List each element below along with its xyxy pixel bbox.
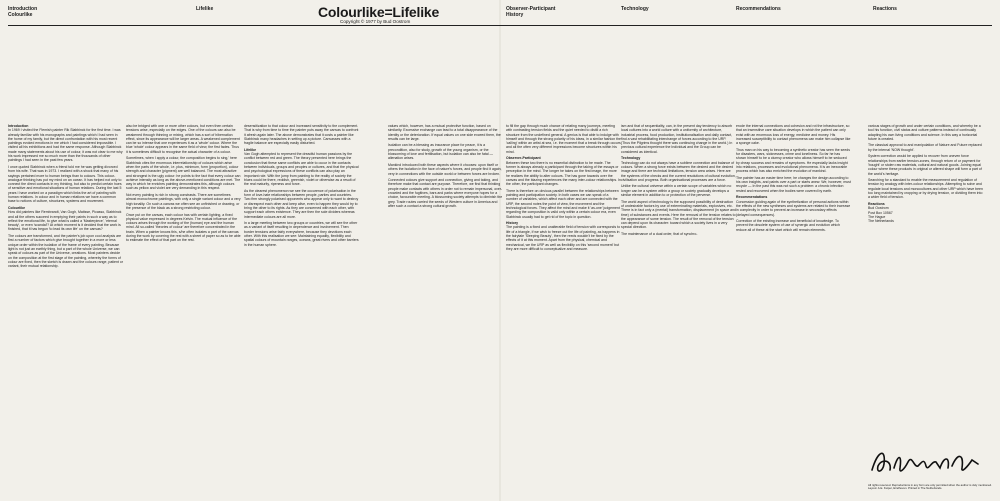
section-heading: Introduction — [8, 124, 29, 128]
text-column-4 — [388, 124, 503, 496]
paragraph-text: The maintenance of a dual order, that of synchro- — [621, 232, 698, 237]
paragraph-text: System correction would be applied to recover from uneven force relationships from earlier tension-zones, through return of or payment for 'bought' or stolen raw materials, cultural and natural goods. Joining equal colour where these products in original or altered shape will form a part of the world's heritage. — [868, 154, 982, 176]
heading-recommendations: Recommendations — [736, 6, 781, 12]
paragraph — [388, 163, 503, 176]
paragraph-text: various stages of growth and under certain conditions, and whereby be a tool his function, civil status and culture patterns instead of continually adapting his own living conditions and science. In this way a horizontal future is created. — [868, 124, 981, 141]
heading-observer-participant — [506, 6, 555, 18]
text-column-8 — [868, 124, 983, 434]
paragraph — [506, 189, 621, 219]
text-column-5 — [506, 124, 621, 496]
paragraph-text: In a large meeting between two groups or countries, we will see the other as a variant of itself resulting in dependence and involvement. Then border tensions arise fairly everywhere, because they devotions each other. With this realisation we see: Maintaining equality, flexibility and spatial colours of mountain ranges, oceans, great rivers and other barriers in the human sphere. — [244, 221, 359, 247]
text-column-7 — [736, 124, 851, 496]
text-column-3 — [244, 124, 359, 496]
paragraph-text: values which, however, has a mutual protective function, based on similarity. Excessive exchange can lead to a total disappearance of the identity or the deterioration. If equal values on one side exceed them, the results can be large. — [388, 124, 501, 141]
paragraph-text: to fill the gap through much chance of relating many journeys, meeting with contrasting tension fields and the quiet needed to distill a rich structure from the undefined general. A genius is that able to indulge with himself and through the strong polarity of his ideas, in a similar fashion the 'calling' within an artist at sea, i.e. the moment that a break through occurs and all the often very different impressions become structures within his mind. — [506, 124, 621, 154]
paragraph — [506, 124, 621, 154]
paragraph-text: Unlike the cultural universe within a certain scope of variables which no longer can be a system within a group or society gradually develops a similar element in addition to or protection of the perverse. — [621, 184, 732, 198]
paragraph — [621, 156, 736, 182]
paragraph-text: The classical approval to and manipulation of Nature and Future replaced by the internal 'NOW thought'. — [868, 143, 982, 152]
paragraph — [244, 148, 359, 187]
paragraph — [868, 143, 983, 152]
copyright-line: Copyright © 1977 by Bud Oostrom — [340, 19, 411, 24]
paragraph — [8, 124, 123, 163]
text-column-6 — [621, 124, 736, 496]
paragraph-text: Between these two there is no essential distinction to be made. The former is always already a participant through the taking of the essays or perception in the mind. The longer he takes on the first image, the more he realizes the ability to alter colours. The has gone towards over the canvas and the blazing experiences the many inter-colour relationships. In the other, the participant changes. — [506, 160, 621, 187]
heading-introduction-label: Introduction — [8, 6, 38, 12]
paragraph — [388, 143, 503, 160]
paragraph — [244, 124, 359, 145]
paragraph — [506, 156, 621, 186]
paragraph — [388, 178, 503, 208]
paragraph-text: I once quoted Slabbinck when a friend told me he was getting divorced from his wife. That was in 1973. I realized with a shock that many of his sayings pertained more to human beings than to colours. This colour-analogue thinking has put my mind on an ocean. It has helped not only to connect the direct contacts in my thinking, but also to predict certain hues of sensitive and emotional situations of human relations. During the last 5 years I have worked on a paradigm which links the art of painting with human relations. In colour and in human relations we have a common base to notions of culture, structures, systems and movement. — [8, 164, 122, 204]
header-rule — [8, 25, 992, 26]
section-heading: Reactions — [868, 201, 885, 206]
signature-icon — [868, 440, 986, 480]
paragraph-text: Thus man on his way to becoming a synthetic creator has seen the seeds for disasters, wars, sicknesses, crime and loneliness. So far he has shown himself to be a clumsy creator who allows himself to be seduced by cheap success and remains of symptoms. He especially lacks insight into relations, processes and evolutional phenomena. It is an inexorable process which has also enriched the evolution of mankind. — [736, 147, 851, 174]
paragraph — [244, 189, 359, 219]
footnote: All rights reserved. Reproductions in any form are only permitted when the author is duly mentioned. Layout: A.E. Kuiper, Eindhoven. Printed in The Netherlands. — [868, 483, 992, 491]
heading-technology: Technology — [621, 6, 649, 12]
paragraph — [8, 234, 123, 268]
paragraph — [126, 156, 241, 190]
paragraph-text: Not every painting is rich in strong constrasts. There are sometimes almost monochrome paintings, with only a single variant colour and a very high tonality. On such a canvas we often see an unfinished or drawing, or the presence of the black as a strong restricting colour. — [126, 193, 241, 210]
paragraph — [736, 124, 851, 145]
paragraph — [244, 221, 359, 247]
heading-lifelike: Lifelike — [196, 6, 214, 12]
paragraph-text: Once put on the canvas, each colour has with certain lighting, a fixed physical value expressed in degrees Kelvin. The mutual influence of the colours arises through the working of the (human) eye and the human mind. All so-called 'theories of colour' are therefore concentrated in the brain. When a painter knows this, s/he often isolates a part of the canvas during the work by covering the rest with a sheet of paper so as to be able to estimate the effect of that part on the rest. — [126, 212, 241, 243]
paragraph — [126, 213, 241, 243]
heading-history-label: History — [506, 12, 524, 18]
paragraph-text: Concession guiding again of the synthetization of personal actions within the effects of the new syntheses and systems are related to their increase in complexity in order to prevent an increase in secondary effects (delayed consequences). — [736, 199, 851, 217]
section-heading: History — [506, 221, 519, 226]
paragraph — [868, 124, 983, 141]
heading-observer-label: Observer-Participant — [506, 6, 556, 12]
section-heading: Recommendations — [736, 195, 768, 200]
paragraph — [736, 219, 851, 232]
paragraph — [621, 184, 736, 197]
paragraph — [736, 176, 851, 193]
section-heading: Lifelike — [244, 147, 257, 152]
paragraph-text: erode the internal connections and cohesion and rot the infrastructure, so that an insensitive care situation develops in which the patient can only exist with an enormous loss of energy, medicine and money. His increased susceptibility to contact phenomena can make him collapse like a sponge cake. — [736, 124, 851, 146]
paragraph-text: Technology can do not always have a sublime connection and balance of colours. When a strong force exists between the desired and the desired image and there are technical limitations, tension area arises. Here are the systems of the checks and the current resolutions of cultural evolution, civilisation and progress. Both organisational processes are a force. — [621, 160, 736, 182]
paragraph — [8, 206, 123, 232]
paragraph-text: Isolation can be a blessing as insurance place for peace, it is a precondition, also for study, growth of the young organism, or the blossoming of love and fertilisation, but isolation can also be fatal — alienation arises. — [388, 143, 494, 161]
paragraph-text: also be bridged with one or more other colours, but even then certain tensions arise, especially on the edges. One of the colours can also be weakened through thinning or mixing, which has a sort of hibernation effect, since its appearance will be larger areas. A weakened complement can be so intense that one experiences it as a 'whole' colour. Where the blue 'whole' colour appears in the same field of view, the first fades. Thus it is sometimes difficult to recognise the actual character of a colour. — [126, 124, 240, 154]
paragraph — [868, 178, 983, 199]
paragraph-text: The world aspect of technology is the supposed possibility of destruction of undesirable factors by use of exterminating materials, explosives, etc. There is in fact only a (mental) transformation, displacement (in space and time) of substances and events. Here the removal of the tension relates to the appearance of some tension. The result of the removal of the tension can depend upon its character: toward which a society lives in a very special direction. — [621, 199, 736, 230]
paragraph-text: How did painters like Rembrandt, Van Gogh, Matisse, Picasso, Slabbinck and all the others succeed in emptying their paints in such a way as to reflect the emotional life, to give what is called a 'Masterpiece', 'eternal beauty', or even 'scandal'? At which moment is it decided that the work is finished, that it has begun 'to lead its own life' on the canvas? — [8, 210, 122, 232]
paragraph — [126, 193, 241, 210]
paragraph-text: Searching for a standard to enable the measurement and regulation of tension by analogy with inter-colour relationships. Attempting to solve and regulate local tensions and monocultures and other URP which have been too long maintained by cropping or by drying tension, or dividing them into a wider field of tension. — [868, 178, 983, 200]
section-heading: Observer-Participant — [506, 156, 541, 161]
paragraph-text: The colours are transformed, and the painter's job upon cool analysis are first a number of factors which give brought together in a more or less unique order within the isolation of the frame of every painting. Because light is not just an earthly thing, but a part of the whole Universe, we can speak of colours as part of the Universe, creations. Most painters decide on the composition at the first stage of the painting, whereby the forms of colour are fixed, then the sketch is drawn and the colours range, patient or variant, their mutual relationship. — [8, 234, 123, 269]
paragraph-text: There is therefore on obvious parallel between the relationships between painting and participation society. In both cases we can speak of a number of variables, which affect each other and are connected with the URP, the second notes the point of view, the movement and the technological forces. They affect the mind and make it 'as-one' judgement regarding the composition is valid only within a certain colour era, even Slabbinck usually had to get rid of the topic in question. — [506, 188, 620, 219]
paragraph-text: ism and that of sequentiality, can, in the present day tendency to absorb local cultures into a world culture with a uniformity of architecture, industrial process, food production, institutionalisation and daily contact, find a vast rehabilitating interchange of forces according to the URP. (Thus the Pilgrims thought there was continuing change in the world.) In previous cultural experience the Individual and the Group can be considered as identical. — [621, 124, 733, 154]
paragraph — [621, 124, 736, 154]
paragraph-text: Bud Oostrom Post Box 10567 The Hague The Netherlands — [868, 206, 894, 224]
heading-introduction — [8, 6, 37, 18]
paragraph — [621, 232, 736, 236]
paragraph — [868, 202, 983, 223]
text-column-2 — [126, 124, 241, 496]
paragraph-text: Connected colours give support and connection, giving and taking, and therefore make that contact are purpose. Therefore, we find that thinking people make contacts with others in order not to remain impersonal, over-crowded and the fugitives, bars and parks where everyone hopes for a choice, favourable meeting. A blossoming society attempts to diminish the grey. Trade routes carried the seeds of Western culture in America and after such a contact a strong cultural growth. — [388, 178, 503, 208]
document-title: Colourlike=Lifelike — [318, 4, 440, 20]
paragraph — [736, 148, 851, 174]
paragraph-text: As the clearest phenomenon we see the occurence of polarisation in the form of love-hate relationships between people, parties and countries. Two firm strongly polarised opponents who appear only to want to destroy or disrespect each other and keep alive, even to happen they would try to bring the other to its rights. As they are concerned with each other, with support each others existence. They are then the sole dividers whereas intermediate colours are all more. — [244, 188, 359, 219]
paragraph — [506, 221, 621, 251]
paragraph — [736, 195, 851, 216]
paragraph — [868, 154, 983, 175]
paragraph — [621, 200, 736, 230]
heading-reactions: Reactions — [873, 6, 897, 12]
text-column-1 — [8, 124, 123, 496]
heading-colourlike-label: Colourlike — [8, 12, 33, 18]
paragraph — [388, 124, 503, 141]
paragraph-text: desensitization to that colour and increased sensitivity to the complement. That is why from time to time the painter puts away the canvas to confront it afresh again later. The above demonstrates that it costs a painter like Slabbinck many headaches in setting up a picture. Canvasses with a fragile balance are especially easily disturbed. — [244, 124, 359, 146]
paragraph — [8, 165, 123, 204]
paragraph-text: Van Gogh attempted to represent the dreadful human passions by the conflict between red and green. The theory presented here brings the conclusion that these same conflicts are able to occur in the contacts between individuals, groups and peoples or cultures, and that the physical and psychological expressions of these conflicts can also play an important role. With the jump from painting to the reality of society the blues could be there, reddish, greenish, violet or otherwise as a result of the real maturity, ripeness and force. — [244, 152, 359, 187]
section-heading: Technology — [621, 156, 641, 161]
paragraph-text: Sometimes, when I apply a colour, the composition begins to sing,' here Slabbinck cites the enormous interrelationship of colours which arise when the parts of the whole, i.e. plus, minimum, form (proportion), colour strength and character (pigment) are well balanced. The most attractive and strongest is the ugly colour: he points to the fact that every colour can achieve intensity as long as the above-mentioned conditions are met. The way in which he enriches painting demonstrates this, although colours such as yellow and violet are very demanding in this respect. — [126, 156, 241, 191]
paragraph-text: Correction of the existing increase and beneficial of knowledge. To prevent the obsolete system of use of synergic and evolution which reduce all of these at the start which will remain elements. — [736, 219, 840, 232]
paragraph — [126, 124, 241, 154]
paragraph-text: The painter has an easier time here; he changes the design according to his own insights, and paints over a part or starts anew. We, however, must recycle — In the past this was not such a problem: a chronic infection rested and recovered when the bodies were covered by earth. — [736, 175, 851, 193]
paragraph-text: The painting is a fixed and unalterable field of tension with corresponds to life of a triangle, if we wish to freeze out the life of painting, as happens in the fairytale 'Sleeping Beauty', then the reeds wouldn't be fixed by the effects of it at this moment. Apart from the physical, chemical and mechanical, we the URP as well as flexibility on this 'second moment' but they are more difficult to conceptualize and measure. — [506, 225, 621, 251]
paragraph-text: Mankind introduced both these aspects where it chooses: upon itself or others the Isolation in the face of nature's forces, and people find it again, very in connections with the outside world or between forces are broken. — [388, 162, 502, 176]
section-heading: Colourlike — [8, 205, 26, 210]
paragraph-text: In 1969 I visited the Flemish painter Rik Slabbinck for the first time. I was already familiar with his monographs and paintings which I had seen in the home of my family, but the direct confrontation with his most recent paintings evoked emotions in me which I had considered impossible. I visited all his exhibitions and had the same response. Although Slabbinck made many statements about his use of colour, it was not clear to me why his work impressed me so much more than the thousands of other paintings I had seen in the past few years. — [8, 128, 123, 163]
